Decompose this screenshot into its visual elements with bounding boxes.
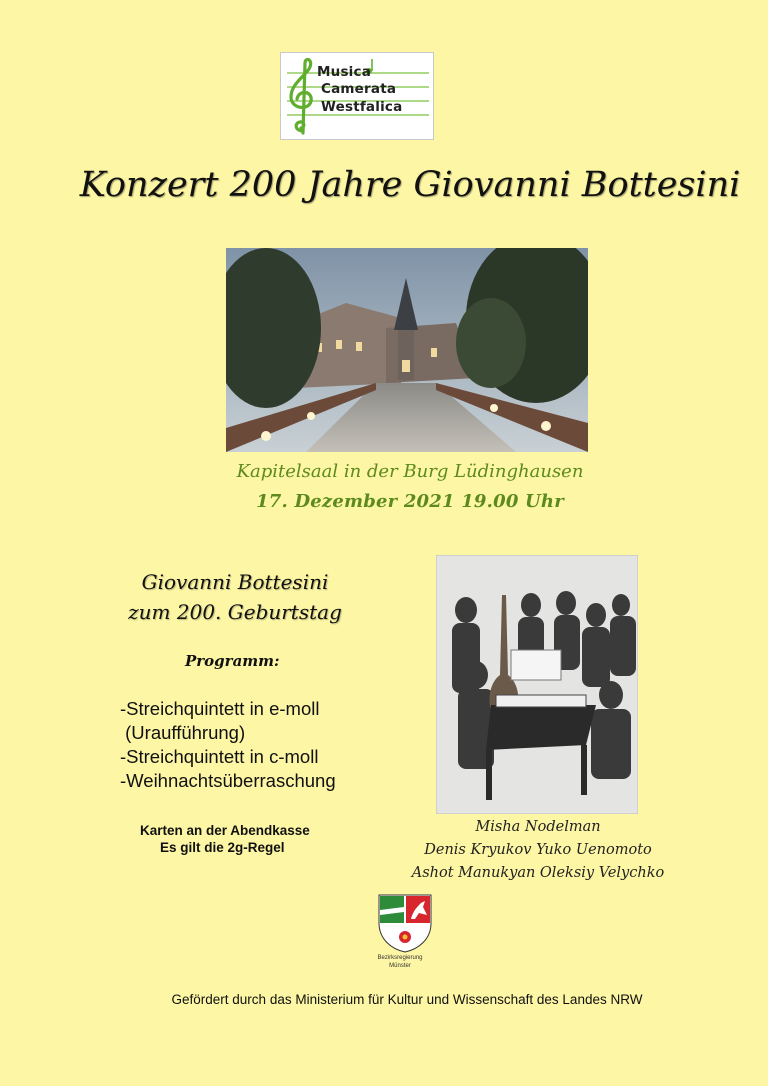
musica-camerata-logo bbox=[280, 52, 434, 140]
musician-line: Misha Nodelman bbox=[475, 819, 601, 835]
logo-line-3: Westfalica bbox=[321, 99, 403, 115]
castle-photo bbox=[226, 248, 588, 452]
program-list bbox=[120, 697, 336, 793]
crest-caption-line-2: Münster bbox=[389, 963, 411, 969]
logo-line-1: Musica bbox=[317, 64, 372, 80]
page-title: Konzert 200 Jahre Giovanni Bottesini bbox=[79, 165, 741, 205]
list-item: -Weihnachtsüberraschung bbox=[120, 770, 336, 791]
ticket-info bbox=[140, 822, 310, 856]
sponsor-text: Gefördert durch das Ministerium für Kultur und Wissenschaft des Landes NRW bbox=[171, 992, 643, 1007]
musicians-engraving bbox=[436, 555, 638, 814]
musician-line: Denis Kryukov Yuko Uenomoto bbox=[424, 842, 652, 858]
venue-text: Kapitelsaal in der Burg Lüdinghausen bbox=[236, 461, 584, 482]
program-heading: Programm: bbox=[185, 652, 280, 670]
subtitle-line-1: Giovanni Bottesini bbox=[141, 570, 329, 594]
logo-line-2: Camerata bbox=[321, 81, 397, 97]
subtitle bbox=[100, 567, 370, 627]
ticket-line-2: Es gilt die 2g-Regel bbox=[160, 840, 285, 855]
list-item: (Uraufführung) bbox=[120, 722, 246, 743]
musicians-list bbox=[398, 816, 678, 885]
crest-caption bbox=[360, 954, 440, 970]
list-item: -Streichquintett in e-moll bbox=[120, 698, 320, 719]
ticket-line-1: Karten an der Abendkasse bbox=[140, 823, 310, 838]
list-item: -Streichquintett in c-moll bbox=[120, 746, 319, 767]
subtitle-line-2: zum 200. Geburtstag bbox=[128, 600, 342, 624]
crest-caption-line-1: Bezirksregierung bbox=[377, 955, 423, 961]
date-text: 17. Dezember 2021 19.00 Uhr bbox=[256, 491, 564, 512]
nrw-crest-icon bbox=[375, 893, 435, 953]
musician-line: Ashot Manukyan Oleksiy Velychko bbox=[411, 865, 665, 881]
